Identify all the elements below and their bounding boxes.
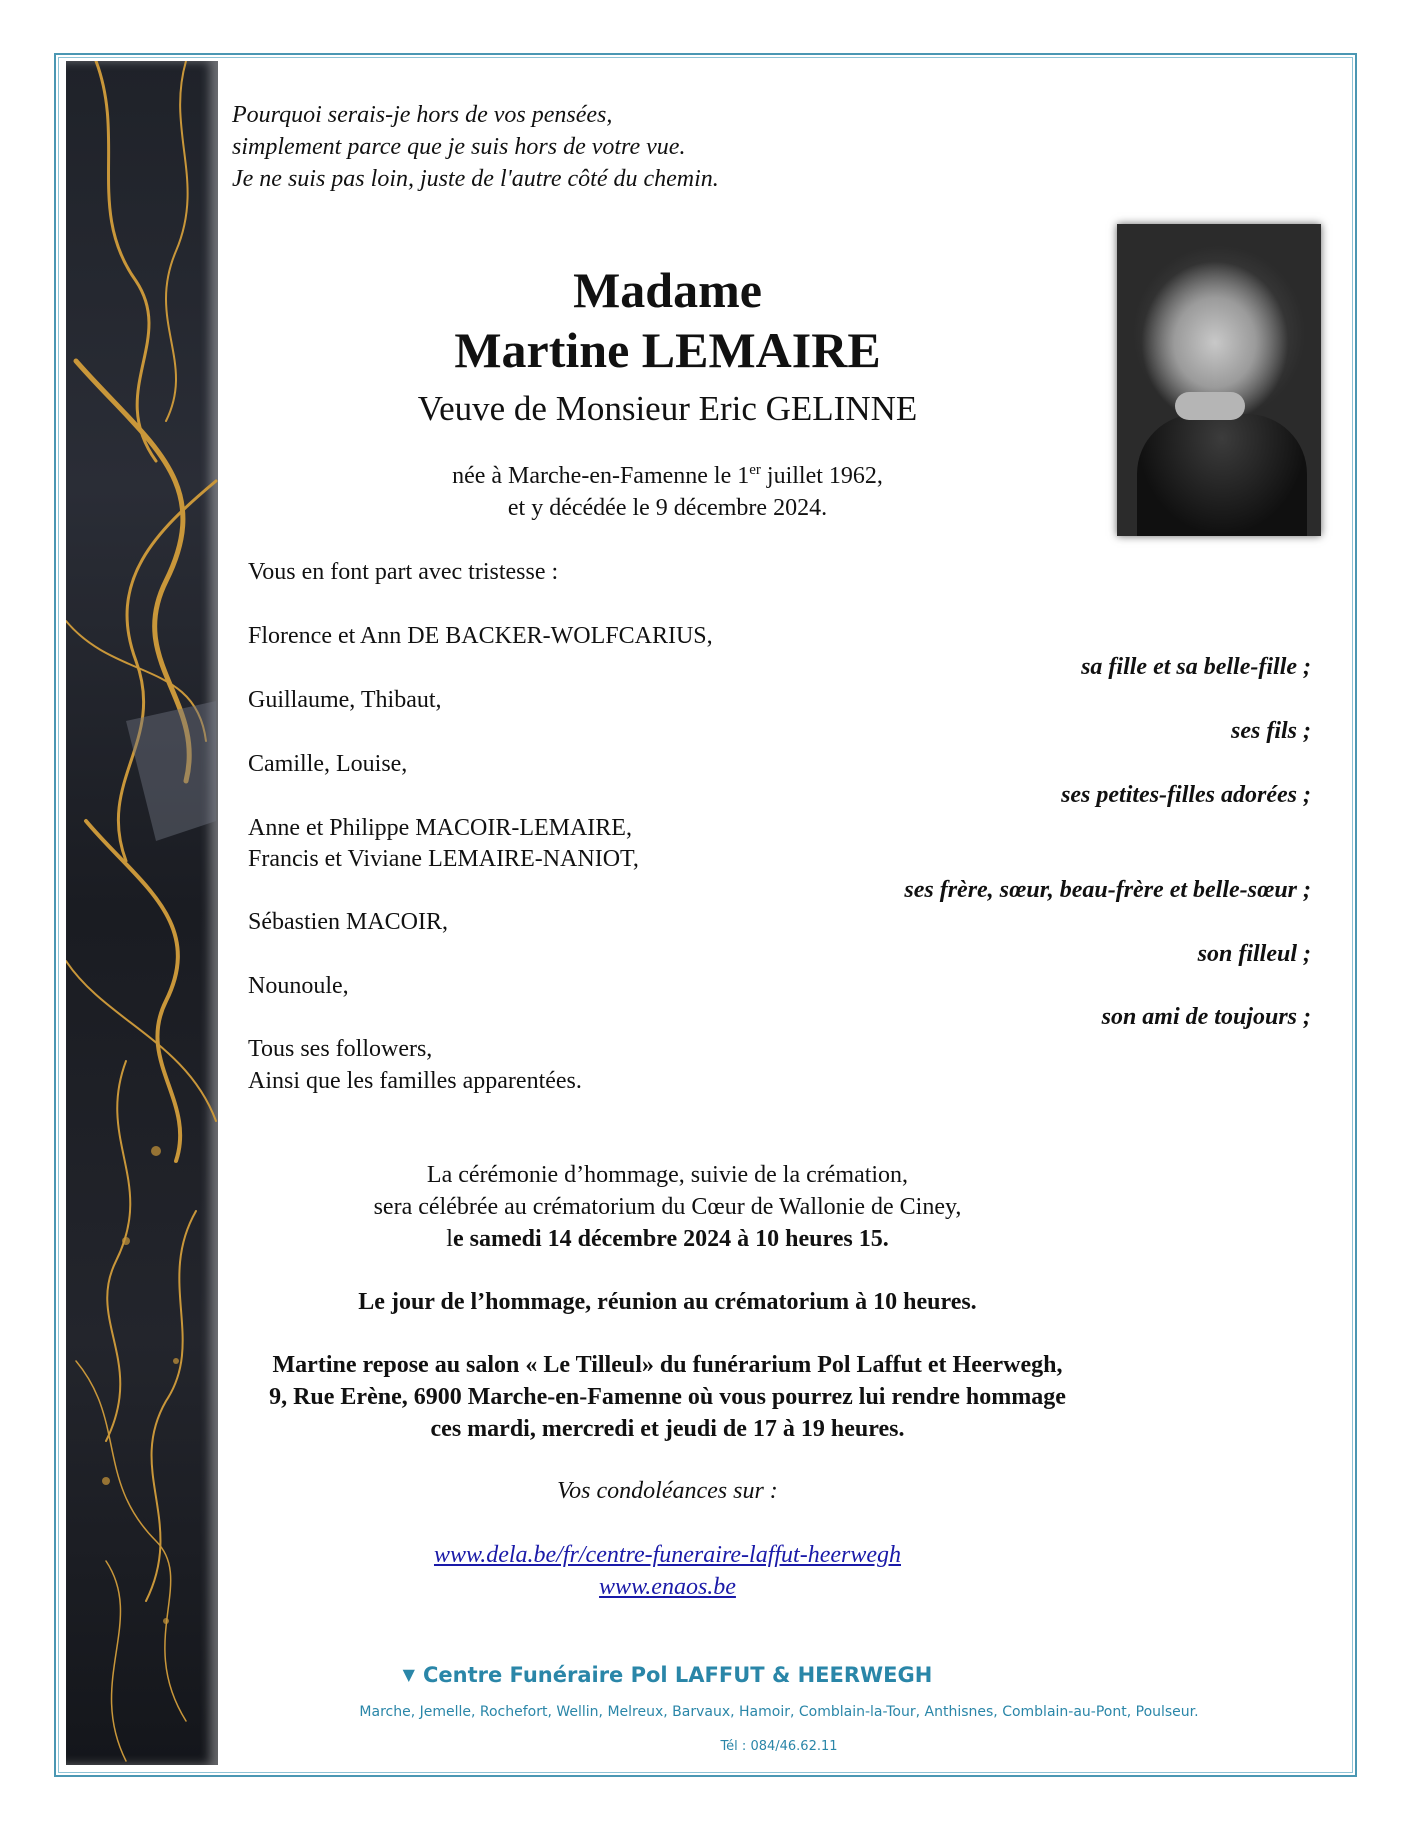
birth-prefix: née à Marche-en-Famenne le 1 [452, 463, 750, 489]
triangle-down-icon: ▼ [402, 1665, 415, 1684]
poem-line: Je ne suis pas loin, juste de l'autre côté du chemin. [232, 166, 719, 192]
family-relation: son ami de toujours ; [1101, 1004, 1311, 1030]
ceremony-line: La cérémonie d’hommage, suivie de la crémation, [426, 1162, 909, 1188]
funeral-home-label: Centre Funéraire Pol LAFFUT & HEERWEGH [422, 1663, 933, 1687]
condolence-link-dela[interactable]: www.dela.be/fr/centre-funeraire-laffut-heerwegh [433, 1542, 901, 1568]
deceased-name: Martine LEMAIRE [454, 322, 881, 378]
poem-line: Pourquoi serais-je hors de vos pensées, [232, 102, 613, 128]
visitation-line: ces mardi, mercredi et jeudi de 17 à 19 heures. [430, 1416, 905, 1442]
closing-names: Tous ses followers, [248, 1036, 433, 1062]
family-relation: ses frère, sœur, beau-frère et belle-sœur ; [904, 877, 1311, 903]
death-line: et y décédée le 9 décembre 2024. [507, 495, 828, 521]
family-names: Camille, Louise, [248, 751, 408, 777]
family-names: Florence et Ann DE BACKER-WOLFCARIUS, [248, 623, 713, 649]
visitation-line: 9, Rue Erène, 6900 Marche-en-Famenne où vous pourrez lui rendre hommage [269, 1384, 1066, 1410]
portrait-hand [1175, 392, 1245, 420]
condolence-link-enaos[interactable]: www.enaos.be [599, 1574, 736, 1600]
widow-of-line: Veuve de Monsieur Eric GELINNE [417, 389, 918, 428]
family-relation: ses petites-filles adorées ; [1061, 782, 1311, 808]
family-names: Francis et Viviane LEMAIRE-NANIOT, [248, 846, 639, 872]
family-names: Nounoule, [248, 973, 349, 999]
visitation-block [245, 1349, 1090, 1445]
family-relation: son filleul ; [1197, 941, 1311, 967]
portrait-body [1137, 414, 1307, 536]
birth-suffix: juillet 1962, [760, 463, 883, 489]
birth-line [245, 460, 1090, 492]
poem-block [232, 99, 719, 195]
condolences-label: Vos condoléances sur : [557, 1478, 778, 1504]
decorative-marble-panel [66, 61, 218, 1765]
ceremony-date: e samedi 14 décembre 2024 à 10 heures 15. [452, 1226, 889, 1252]
visitation-line: Martine repose au salon « Le Tilleul» du funérarium Pol Laffut et Heerwegh, [272, 1352, 1063, 1378]
announcement-intro: Vous en font part avec tristesse : [248, 559, 559, 585]
ceremony-block [245, 1159, 1090, 1255]
funeral-home-name [245, 1661, 1090, 1689]
gold-vein-pattern [66, 61, 218, 1765]
family-relation: ses fils ; [1231, 718, 1311, 744]
meeting-info: Le jour de l’hommage, réunion au crématorium à 10 heures. [358, 1289, 977, 1315]
ceremony-date-line [245, 1223, 1090, 1255]
family-names: Anne et Philippe MACOIR-LEMAIRE, [248, 815, 632, 841]
poem-line: simplement parce que je suis hors de votre vue. [232, 134, 686, 160]
title-honorific: Madame [573, 262, 762, 318]
birth-superscript: er [749, 462, 761, 478]
funeral-home-phone: Tél : 084/46.62.11 [720, 1739, 838, 1754]
deceased-portrait-photo [1117, 224, 1321, 536]
ceremony-line: sera célébrée au crématorium du Cœur de Wallonie de Ciney, [373, 1194, 962, 1220]
family-names: Guillaume, Thibaut, [248, 687, 442, 713]
ceremony-date-prefix: l [446, 1226, 453, 1252]
condolence-links [245, 1539, 1090, 1603]
funeral-home-towns: Marche, Jemelle, Rochefort, Wellin, Melreux, Barvaux, Hamoir, Comblain-la-Tour, Anthisnes, Comblain-au-Pont, Poulseur. [359, 1704, 1199, 1720]
birth-death-block [245, 460, 1090, 524]
closing-names: Ainsi que les familles apparentées. [248, 1068, 582, 1094]
family-names: Sébastien MACOIR, [248, 909, 448, 935]
family-relation: sa fille et sa belle-fille ; [1081, 654, 1311, 680]
